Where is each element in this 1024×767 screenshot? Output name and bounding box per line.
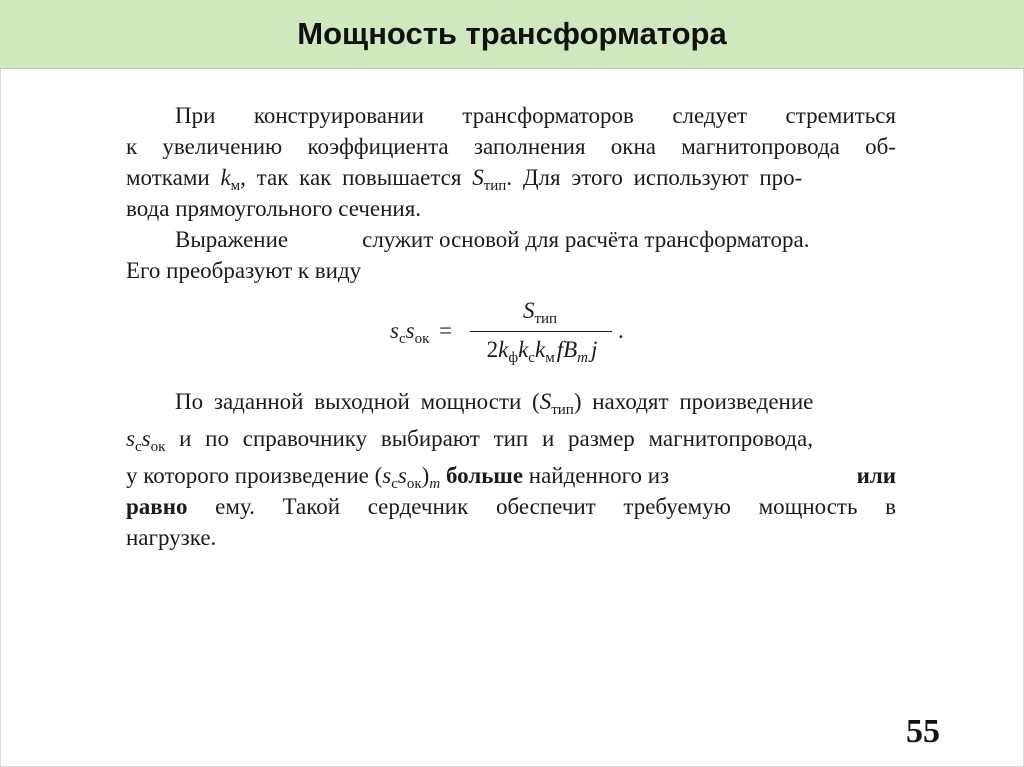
fraction-bar — [470, 331, 612, 332]
title-bar — [0, 0, 1024, 69]
p2-line-2: Его преобразуют к виду — [126, 258, 362, 283]
p2-line-1: Выражение служит основой для расчёта трансформатора. — [175, 227, 810, 252]
p3-line-3: у которого произведение $(s_cs_{ок})_m$ больше найденного из или — [126, 460, 896, 491]
s-tip-symbol: $S_{тип}$ — [472, 165, 507, 194]
p1-line-4: вода прямоугольного сечения. — [126, 196, 422, 221]
formula-numerator: $S_{тип}$ — [522, 298, 558, 327]
bold-ili: или — [856, 463, 896, 488]
bold-bolshe: больше — [445, 463, 524, 488]
p1-line-1: При конструировании трансформаторов следует стремиться — [175, 103, 896, 128]
k-m-symbol: $k_м$ — [220, 165, 241, 194]
p3-line-1: По заданной выходной мощности $(S_{тип})$ находят произведение — [175, 389, 814, 418]
formula-denominator: $2k_фk_ck_мfB_m$ j — [486, 337, 598, 366]
page-number: 55 — [906, 713, 940, 750]
bold-ravno: равно — [126, 494, 188, 519]
p3-line-2: $s_cs_{ок}$ и по справочнику выбирают тип и размер магнитопровода, — [126, 426, 813, 455]
slide-body — [126, 100, 896, 286]
slide-title: Мощность трансформатора — [297, 16, 727, 51]
p1-line-2: к увеличению коэффициента заполнения окна магнитопровода об- — [126, 134, 896, 159]
p3-line-4: равно ему. Такой сердечник обеспечит требуемую мощность в — [126, 494, 896, 519]
p3-line-5: нагрузке. — [126, 525, 217, 550]
slide-body-lower — [126, 386, 896, 550]
p1-line-3: мотками $k_м$, так как повышается $S_{тип}$. Для этого используют про- — [126, 165, 803, 194]
formula-lhs: $s_cs_{ок}$ = — [390, 318, 453, 347]
formula — [390, 298, 650, 370]
formula-dot: . — [618, 318, 624, 343]
